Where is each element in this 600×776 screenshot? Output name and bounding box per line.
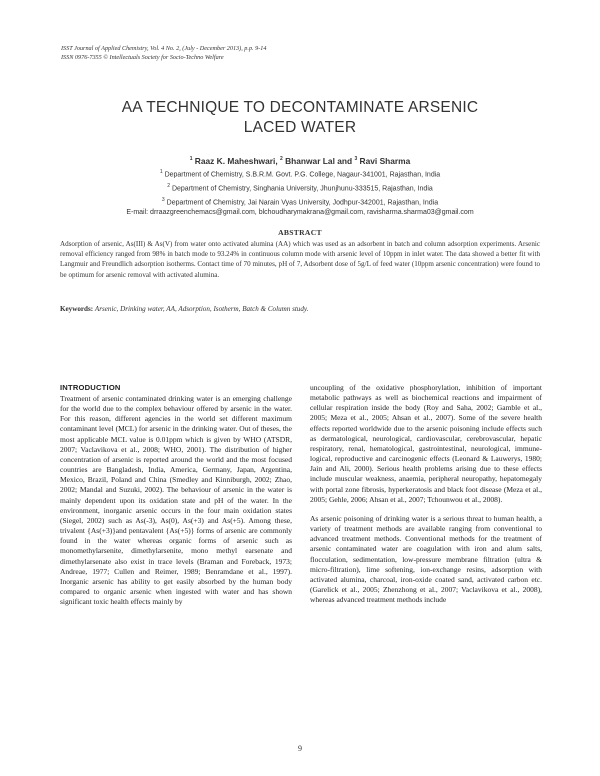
journal-issn: ISSN 0976-7355 © Intellectuals Society for Socio-Techno Welfare bbox=[61, 54, 224, 61]
author-2-sup: 2 bbox=[279, 156, 283, 162]
author-1-name: Raaz K. Maheshwari, bbox=[194, 155, 278, 166]
introduction-heading: INTRODUCTION bbox=[60, 383, 121, 392]
abstract-heading: ABSTRACT bbox=[278, 228, 322, 237]
affiliation-2-sup: 2 bbox=[167, 182, 170, 189]
affiliation-3-text: Department of Chemistry, Jai Narain Vyas University, Jodhpur-342001, Rajasthan, India bbox=[166, 198, 439, 206]
journal-header bbox=[61, 44, 541, 62]
affiliation-2 bbox=[40, 181, 560, 195]
keywords bbox=[60, 304, 540, 314]
affiliation-3 bbox=[40, 195, 560, 209]
abstract-text: Adsorption of arsenic, As(III) & As(V) from water onto activated alumina (AA) which was used as an adsorbent in batch and column adsorption experiments. Arsenic removal efficiency ranged from 98% in batch mode to 93.24% in continuous column mode with arsenic level of 10ppm in inlet water. The data showed a better fit with Langmuir and Freundlich adsorption isotherms. Contact time of 70 minutes, pH of 7, Adsorbent dose of 5g/L of feed water (10ppm arsenic concentration) were found to be optimum for arsenic removal with activated alumina. bbox=[60, 240, 540, 279]
affiliation-1-text: Department of Chemistry, S.B.R.M. Govt. P.G. College, Nagaur-341001, Rajasthan, India bbox=[164, 171, 441, 179]
affiliation-3-sup: 3 bbox=[161, 196, 165, 203]
affiliation-1 bbox=[40, 167, 560, 181]
intro-paragraph-3: As arsenic poisoning of drinking water is a serious threat to human health, a variety of treatment methods are available ranging from conventional to advanced treatment methods. Conventional methods for the treatment of arsenic contaminated water are coagulation with iron and alum salts, flocculation, sedimentation, low-pressure membrane filtration (ultra & micro-filtration), lime softening, ion-exchange resins, adsorption with activated alumina, charcoal, iron-oxide coated sand, activated carbon etc. (Garelick et al., 2005; Zhenzhong et al., 2007; Vaclavikova et al., 2008), whereas advanced treatment methods include bbox=[310, 513, 542, 605]
paper-title bbox=[60, 98, 540, 138]
journal-citation: ISST Journal of Applied Chemistry, Vol. 4 No. 2, (July - December 2013), p.p. 9-14 bbox=[61, 45, 267, 52]
affiliation-2-text: Department of Chemistry, Singhania University, Jhunjhunu-333515, Rajasthan, India bbox=[171, 185, 433, 193]
affiliation-1-sup: 1 bbox=[159, 169, 163, 175]
left-column bbox=[60, 383, 292, 607]
author-3-name: Ravi Sharma bbox=[359, 155, 411, 166]
author-1-sup: 1 bbox=[189, 156, 193, 162]
keywords-value: Arsenic, Drinking water, AA, Adsorption, Isotherm, Batch & Column study. bbox=[94, 305, 309, 313]
author-2-name: Bhanwar Lal and bbox=[285, 155, 353, 166]
keywords-label: Keywords: bbox=[60, 305, 94, 313]
intro-paragraph-2: uncoupling of the oxidative phosphorylation, inhibition of important metabolic pathways as well as biochemical reactions and impairment of cellular respiration inside the body (Roy and Saha, 2002; Gamble et al., 2005; Meza et al., 2005; Ahsan et al., 2007). Some of the severe health effects reported worldwide due to the arsenic poisoning include effects such as dermatological, neurological, cardiovascular, cerebrovascular, hepatic respiratory, renal, hematological, gastrointestinal, neurological, immune-logical, reproductive and carcinogenic effects (Leonard & Lauwerys, 1980; Jain and Ali, 2000). Serious health problems arising due to these effects include muscular weakness, anaemia, peripheral neuropathy, hepatomegaly with portal zone fibrosis, hyperkeratosis and black foot disease (Meza et al., 2005; Gehle, 2006; Ahsan et al., 2007; Tchounwou et al., 2008). bbox=[310, 383, 542, 504]
right-column bbox=[310, 383, 542, 605]
author-3-sup: 3 bbox=[354, 156, 358, 162]
intro-paragraph-1: Treatment of arsenic contaminated drinking water is an emerging challenge for the world due to the complex behaviour offered by arsenic in the water. For this reason, different agencies in the world set different maximum contaminant level (MCL) for arsenic in the drinking water. Out of theses, the most applicable MCL value is 0.01ppm which is given by WHO (ATSDR, 2007; Vaclavikova et al., 2008; WHO, 2001). The distribution of higher concentration of arsenic is reported around the world and the most focused countries are Bangladesh, India, America, Germany, Japan, Argentina, Mexico, Brazil, Poland and China (Smedley and Kinniburgh, 2002; Zhao, 2002; Mandal and Suzuki, 2002). The behaviour of arsenic in the water is mainly dependent upon its oxidation state and pH of the water. In the environment, inorganic arsenic occurs in the four main oxidation states (Siegel, 2002) such as As(-3), As(0), As(+3) and As(+5). Among these, trivalent {As(+3)}and pentavalent {As(+5)} forms of arsenic are commonly found in the water whereas organic forms of arsenic such as monomethylarsenite, dimethylarsenite, mono methyl earsenate and dimethylarsenate also exist in trace levels (Braman and Foreback, 1973; Andreae, 1977; Cullen and Reimer, 1989; Benramdane et al., 1997). Inorganic arsenic has ability to get easily absorbed by the human body compared to organic arsenic when ingested with water and has shown significant toxic health effects mainly by bbox=[60, 394, 292, 607]
title-line-1: AA TECHNIQUE TO DECONTAMINATE ARSENIC bbox=[121, 99, 479, 116]
page-number: 9 bbox=[298, 744, 302, 753]
title-line-2: LACED WATER bbox=[243, 119, 357, 136]
affiliations bbox=[40, 167, 560, 219]
author-list bbox=[60, 153, 540, 167]
author-emails: E-mail: drraazgreenchemacs@gmail.com, blchoudharymakrana@gmail.com, ravisharma.sharma03@gmail.com bbox=[126, 209, 474, 217]
